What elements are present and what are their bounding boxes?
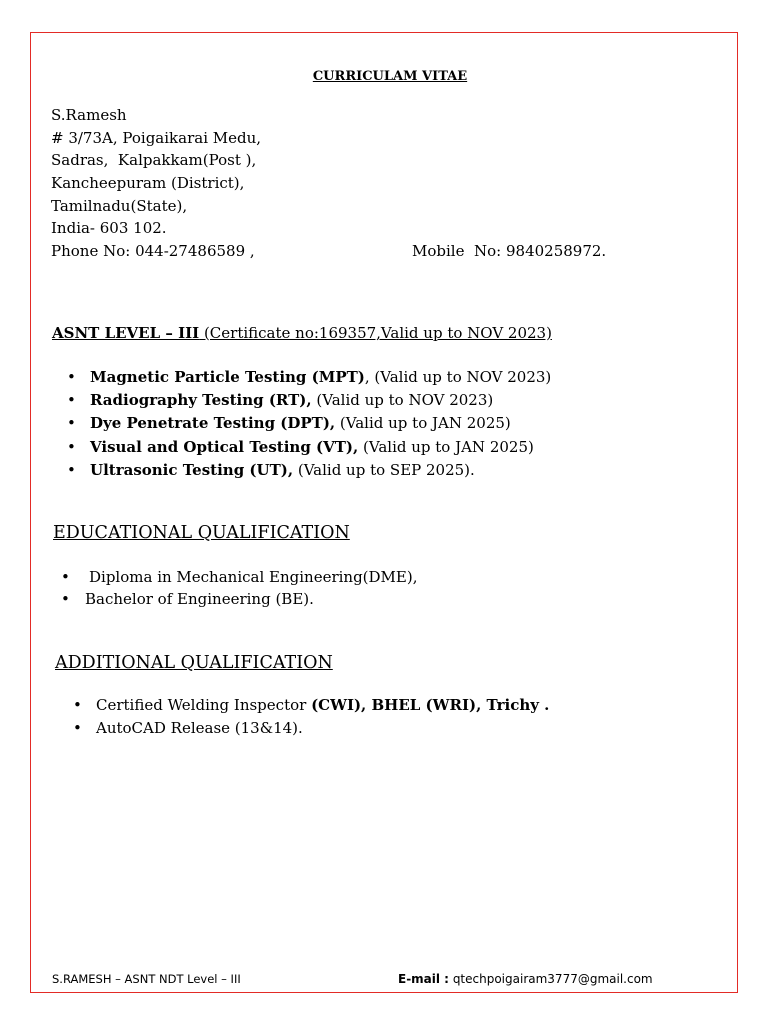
qualification-text: AutoCAD Release (13&14). bbox=[96, 719, 303, 737]
email-label: E-mail : bbox=[398, 972, 449, 986]
address-line: Kancheepuram (District), bbox=[51, 174, 245, 193]
list-item-text bbox=[90, 366, 551, 389]
list-item bbox=[0, 566, 700, 588]
asnt-certificate-heading bbox=[52, 322, 552, 345]
list-item-text bbox=[90, 436, 534, 459]
list-item-text bbox=[96, 694, 549, 717]
list-item-text bbox=[96, 717, 303, 740]
list-item bbox=[0, 694, 700, 717]
method-validity: (Valid up to NOV 2023) bbox=[311, 391, 494, 410]
bullet-icon: • bbox=[67, 437, 76, 456]
footer-email bbox=[398, 971, 653, 987]
candidate-name: S.Ramesh bbox=[51, 106, 127, 124]
list-item bbox=[0, 412, 700, 435]
method-validity: , (Valid up to NOV 2023) bbox=[364, 368, 552, 386]
method-validity: (Valid up to SEP 2025). bbox=[293, 460, 475, 479]
qualification-bold: (CWI), BHEL (WRI), Trichy . bbox=[311, 696, 550, 714]
list-item bbox=[0, 389, 700, 412]
address-block bbox=[51, 104, 701, 263]
method-name: Dye Penetrate Testing (DPT), bbox=[90, 414, 336, 433]
list-item-text bbox=[90, 412, 511, 435]
bullet-icon: • bbox=[67, 460, 76, 479]
bullet-icon: • bbox=[61, 568, 70, 586]
list-item-text: Diploma in Mechanical Engineering(DME), bbox=[89, 568, 418, 586]
document-title: CURRICULAM VITAE bbox=[312, 69, 468, 84]
asnt-certificate-details: (Certificate no:169357,Valid up to NOV 2023) bbox=[199, 324, 552, 342]
list-item-text: Bachelor of Engineering (BE). bbox=[85, 590, 314, 608]
bullet-icon: • bbox=[67, 414, 76, 433]
bullet-icon: • bbox=[67, 368, 76, 386]
list-item-text bbox=[90, 459, 475, 482]
bullet-icon: • bbox=[73, 696, 82, 714]
address-line: India- 603 102. bbox=[51, 219, 167, 238]
method-validity: (Valid up to JAN 2025) bbox=[335, 414, 511, 433]
list-item bbox=[0, 588, 700, 610]
list-item bbox=[0, 459, 700, 482]
phone-number: Phone No: 044-27486589 , bbox=[51, 242, 255, 261]
list-item bbox=[0, 436, 700, 459]
method-name: Visual and Optical Testing (VT), bbox=[90, 437, 359, 456]
qualification-text: Certified Welding Inspector bbox=[96, 696, 312, 714]
list-item bbox=[0, 366, 700, 389]
additional-qualification-list bbox=[0, 694, 700, 740]
bullet-icon: • bbox=[73, 719, 82, 737]
address-line: # 3/73A, Poigaikarai Medu, bbox=[51, 128, 262, 147]
footer-name-level: S.RAMESH – ASNT NDT Level – III bbox=[52, 972, 241, 986]
address-line: Sadras, Kalpakkam(Post ), bbox=[51, 151, 257, 170]
asnt-level-label: ASNT LEVEL – III bbox=[52, 324, 200, 342]
additional-qualification-heading: ADDITIONAL QUALIFICATION bbox=[55, 653, 333, 673]
contact-line bbox=[51, 240, 701, 263]
bullet-icon: • bbox=[67, 391, 76, 410]
method-validity: (Valid up to JAN 2025) bbox=[358, 437, 534, 456]
list-item bbox=[0, 717, 700, 740]
method-name: Ultrasonic Testing (UT), bbox=[90, 460, 294, 479]
method-name: Magnetic Particle Testing (MPT) bbox=[90, 368, 365, 386]
education-list bbox=[0, 566, 700, 610]
page-footer bbox=[0, 971, 768, 987]
bullet-icon: • bbox=[61, 590, 70, 608]
mobile-number: Mobile No: 9840258972. bbox=[412, 242, 607, 261]
list-item-text bbox=[90, 389, 493, 412]
asnt-method-list bbox=[0, 366, 700, 482]
address-line: Tamilnadu(State), bbox=[51, 196, 188, 215]
method-name: Radiography Testing (RT), bbox=[90, 391, 312, 410]
educational-qualification-heading: EDUCATIONAL QUALIFICATION bbox=[53, 523, 350, 543]
email-address: qtechpoigairam3777@gmail.com bbox=[452, 972, 653, 986]
